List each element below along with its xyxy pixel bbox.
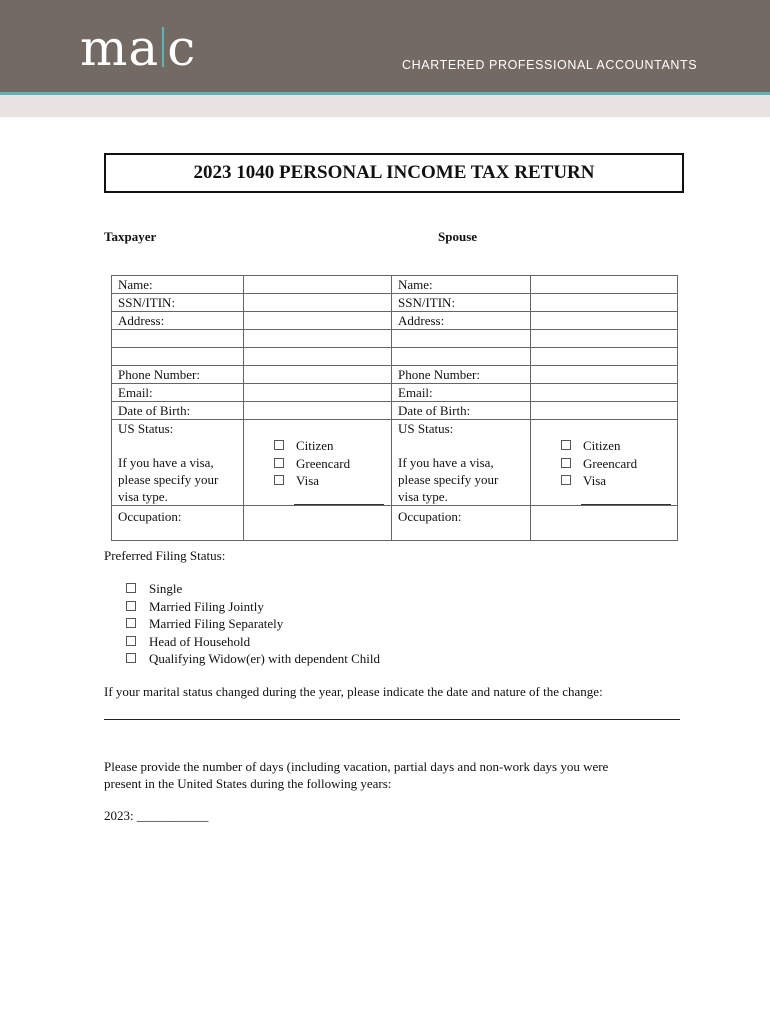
taxpayer-greencard-option[interactable]: Greencard (250, 455, 385, 473)
spouse-visa-option[interactable]: Visa (537, 472, 671, 490)
taxpayer-dob-field[interactable] (244, 402, 392, 420)
checkbox-icon[interactable] (126, 601, 136, 611)
spouse-visa-type-blank[interactable] (581, 490, 671, 505)
spouse-address-line-3-field[interactable] (531, 348, 678, 366)
spouse-dob-field[interactable] (531, 402, 678, 420)
taxpayer-occupation-field[interactable] (244, 506, 392, 541)
taxpayer-address-line-3-field[interactable] (244, 348, 392, 366)
filing-option-married-jointly[interactable]: Married Filing Jointly (126, 598, 380, 616)
spouse-citizen-option[interactable]: Citizen (537, 437, 671, 455)
checkbox-icon[interactable] (561, 458, 571, 468)
taxpayer-dob-label: Date of Birth: (112, 402, 244, 420)
taxpayer-ssn-label: SSN/ITIN: (112, 294, 244, 312)
spouse-address-line-3-label (392, 348, 531, 366)
checkbox-icon[interactable] (126, 636, 136, 646)
visa-note-line-3: visa type. (118, 489, 168, 504)
spouse-phone-field[interactable] (531, 366, 678, 384)
taxpayer-address-field[interactable] (244, 312, 392, 330)
spouse-email-field[interactable] (531, 384, 678, 402)
filing-option-head-of-household[interactable]: Head of Household (126, 633, 380, 651)
taxpayer-visa-type-blank[interactable] (294, 490, 384, 505)
days-prompt-line-1: Please provide the number of days (including vacation, partial days and non-work days you were (104, 759, 609, 774)
taxpayer-occupation-label: Occupation: (112, 506, 244, 541)
marital-change-answer-line[interactable] (104, 719, 680, 720)
checkbox-icon[interactable] (274, 440, 284, 450)
filing-option-married-separately[interactable]: Married Filing Separately (126, 615, 380, 633)
filing-option-qualifying-widower[interactable]: Qualifying Widow(er) with dependent Child (126, 650, 380, 668)
tagline: CHARTERED PROFESSIONAL ACCOUNTANTS (402, 58, 698, 72)
visa-note-line-1: If you have a visa, (118, 455, 214, 470)
spouse-greencard-option[interactable]: Greencard (537, 455, 671, 473)
days-2023-field[interactable]: 2023: ___________ (104, 808, 209, 823)
filing-status-label: Preferred Filing Status: (104, 548, 226, 563)
taxpayer-ssn-field[interactable] (244, 294, 392, 312)
checkbox-icon[interactable] (561, 440, 571, 450)
filing-status-options (126, 580, 380, 668)
checkbox-icon[interactable] (274, 458, 284, 468)
checkbox-icon[interactable] (126, 653, 136, 663)
taxpayer-visa-option[interactable]: Visa (250, 472, 385, 490)
taxpayer-email-label: Email: (112, 384, 244, 402)
us-status-label: US Status: (398, 421, 454, 436)
visa-note-line-2: please specify your (398, 472, 499, 487)
checkbox-icon[interactable] (274, 475, 284, 485)
spouse-ssn-field[interactable] (531, 294, 678, 312)
taxpayer-heading: Taxpayer (104, 229, 157, 244)
days-prompt-line-2: present in the United States during the following years: (104, 776, 392, 791)
taxpayer-phone-label: Phone Number: (112, 366, 244, 384)
spouse-name-field[interactable] (531, 276, 678, 294)
spouse-address-line-2-field[interactable] (531, 330, 678, 348)
taxpayer-address-line-3-label (112, 348, 244, 366)
taxpayer-citizen-option[interactable]: Citizen (250, 437, 385, 455)
form-title: 2023 1040 PERSONAL INCOME TAX RETURN (104, 153, 684, 193)
header-band (0, 95, 770, 117)
taxpayer-us-status-label (112, 420, 244, 506)
visa-note-line-3: visa type. (398, 489, 448, 504)
taxpayer-email-field[interactable] (244, 384, 392, 402)
taxpayer-phone-field[interactable] (244, 366, 392, 384)
spouse-occupation-field[interactable] (531, 506, 678, 541)
taxpayer-address-label: Address: (112, 312, 244, 330)
header-banner (0, 0, 770, 92)
spouse-name-label: Name: (392, 276, 531, 294)
visa-note-line-1: If you have a visa, (398, 455, 494, 470)
spouse-occupation-label: Occupation: (392, 506, 531, 541)
spouse-us-status-options (531, 420, 678, 506)
spouse-heading: Spouse (438, 229, 478, 244)
filing-option-single[interactable]: Single (126, 580, 380, 598)
spouse-address-label: Address: (392, 312, 531, 330)
marital-change-prompt: If your marital status changed during the year, please indicate the date and nature of the change: (104, 684, 603, 699)
checkbox-icon[interactable] (561, 475, 571, 485)
spouse-address-field[interactable] (531, 312, 678, 330)
taxpayer-address-line-2-label (112, 330, 244, 348)
spouse-dob-label: Date of Birth: (392, 402, 531, 420)
taxpayer-address-line-2-field[interactable] (244, 330, 392, 348)
checkbox-icon[interactable] (126, 618, 136, 628)
us-status-label: US Status: (118, 421, 174, 436)
spouse-email-label: Email: (392, 384, 531, 402)
taxpayer-name-field[interactable] (244, 276, 392, 294)
spouse-address-line-2-label (392, 330, 531, 348)
spouse-ssn-label: SSN/ITIN: (392, 294, 531, 312)
company-logo: ma c (80, 19, 197, 77)
personal-info-table (111, 275, 678, 541)
spouse-us-status-label (392, 420, 531, 506)
spouse-phone-label: Phone Number: (392, 366, 531, 384)
checkbox-icon[interactable] (126, 583, 136, 593)
taxpayer-us-status-options (244, 420, 392, 506)
taxpayer-name-label: Name: (112, 276, 244, 294)
visa-note-line-2: please specify your (118, 472, 219, 487)
